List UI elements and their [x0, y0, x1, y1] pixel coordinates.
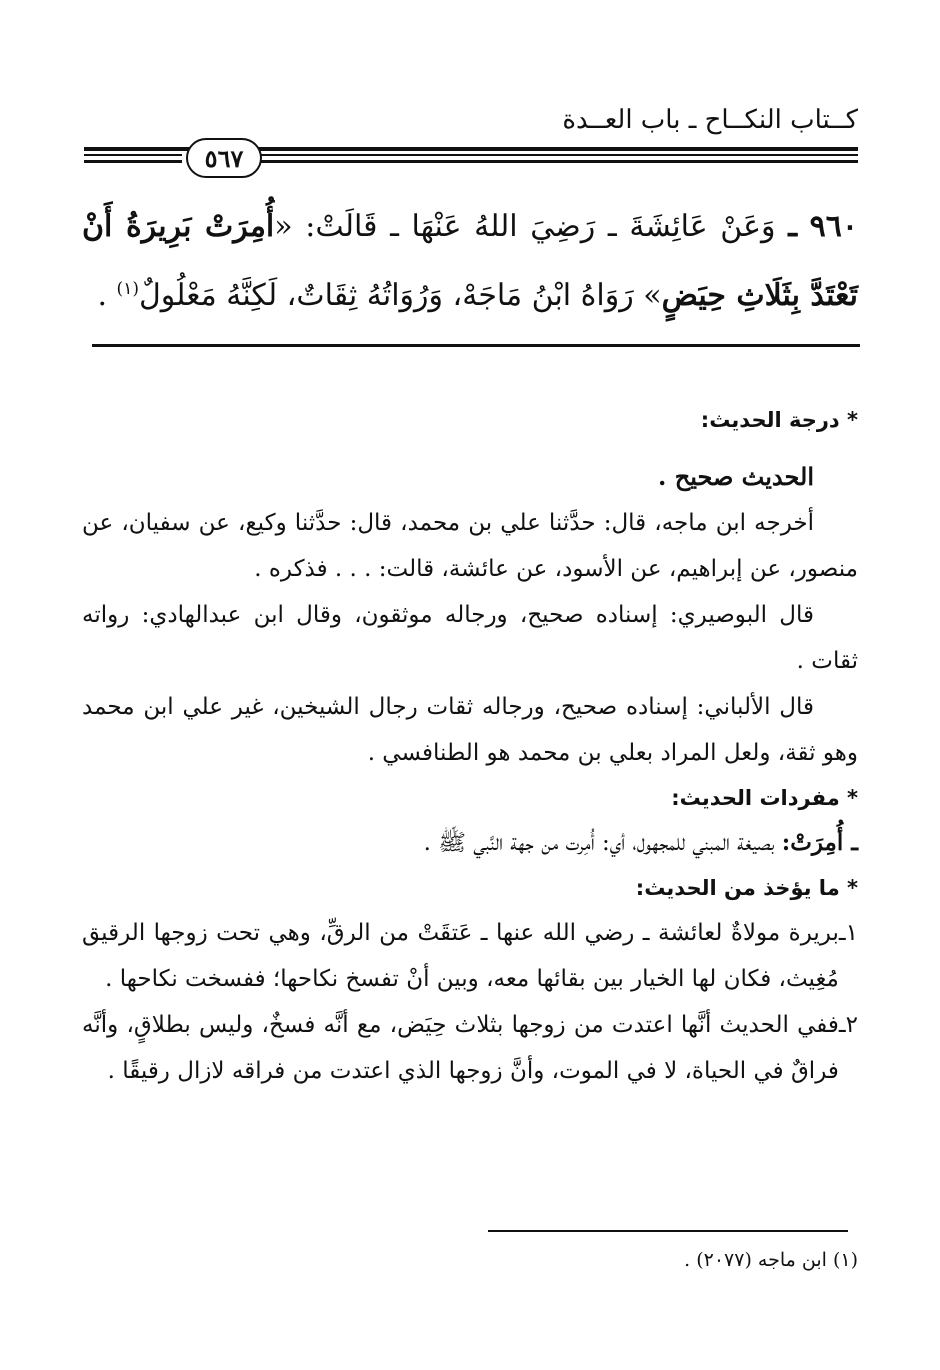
header-rule-left-thin — [84, 154, 182, 156]
hadith-text-a: وَعَنْ عَائِشَةَ ـ رَضِيَ اللهُ عَنْهَا ـ قَالَتْ: « — [274, 209, 776, 244]
heading-hadith-grade: * درجة الحديث: — [700, 408, 858, 432]
heading-lessons: * ما يؤخذ من الحديث: — [635, 876, 858, 900]
grade-paragraph-1: أخرجه ابن ماجه، قال: حدَّثنا علي بن محمد، قال: حدَّثنا وكيع، عن سفيان، عن منصور، عن إبراهيم، عن الأسود، عن عائشة، قالت: . . . فذكره . — [82, 510, 858, 582]
footnote-rule — [488, 1230, 848, 1232]
hadith-footnote-ref: (١) — [116, 279, 139, 299]
grade-paragraph-2: قال البوصيري: إسناده صحيح، ورجاله موثقون، وقال ابن عبدالهادي: رواته ثقات . — [82, 602, 858, 674]
header-rule-right-thick — [260, 160, 858, 163]
lesson-item-2 — [82, 1002, 858, 1094]
commentary — [82, 398, 858, 1094]
footnote-marker: (١) — [832, 1249, 858, 1271]
hadith-text — [82, 196, 858, 327]
lesson-marker-1: ١ـ — [838, 920, 858, 946]
vocab-definition: بصيغة المبني للمجهول، أي: أُمِرت من جهة النَّبي ﷺ . — [423, 830, 782, 856]
section-divider — [92, 344, 860, 347]
lesson-text-1: بريرة مولاةٌ لعائشة ـ رضي الله عنها ـ عَتقَتْ من الرقِّ، وهي تحت زوجها الرقيق مُغِيث، فكان لها الخيار بين بقائها معه، وبين أنْ تفسخ نكاحها؛ ففسخت نكاحها . — [82, 920, 839, 992]
grade-paragraph-3: قال الألباني: إسناده صحيح، ورجاله ثقات رجال الشيخين، غير علي ابن محمد وهو ثقة، ولعل المراد بعلي بن محمد هو الطنافسي . — [82, 694, 858, 766]
hadith-text-end: . — [97, 278, 117, 313]
hadith-text-b: » رَوَاهُ ابْنُ مَاجَهْ، وَرُوَاتُهُ ثِقَاتٌ، لَكِنَّهُ مَعْلُولٌ — [138, 278, 662, 313]
vocab-entry — [82, 820, 858, 866]
lesson-item-1 — [82, 910, 858, 1002]
grade-verdict: الحديث صحيح . — [658, 462, 814, 491]
hadith-dash: ـ — [788, 209, 797, 244]
running-header: كــتاب النكــاح ـ باب العــدة — [562, 105, 858, 135]
footnote — [684, 1245, 858, 1275]
hadith-number: ٩٦٠ — [809, 209, 858, 244]
spacer — [82, 442, 858, 454]
vocab-term: ـ أُمِرَتْ: — [781, 829, 858, 856]
header-rule-right-thin — [260, 154, 858, 156]
hadith-quote-bold: أُمِرَتْ بَرِيرَةُ أَنْ تَعْتَدَّ بِثَلَاثِ حِيَضٍ — [82, 209, 858, 313]
heading-vocabulary: * مفردات الحديث: — [671, 786, 858, 810]
lesson-text-2: ففي الحديث أنَّها اعتدت من زوجها بثلاث حِيَض، مع أنَّه فسخٌ، وليس بطلاقٍ، وأنَّه فراقٌ في الحياة، لا في الموت، وأنَّ زوجها الذي اعتدت من فراقه لازال رقيقًا . — [82, 1012, 839, 1084]
header-rule-left-thick — [84, 160, 182, 163]
lesson-marker-2: ٢ـ — [838, 1012, 858, 1038]
page-number-text: ٥٦٧ — [204, 143, 244, 173]
footnote-text: ابن ماجه (٢٠٧٧) . — [684, 1249, 827, 1271]
page-number — [186, 138, 262, 178]
